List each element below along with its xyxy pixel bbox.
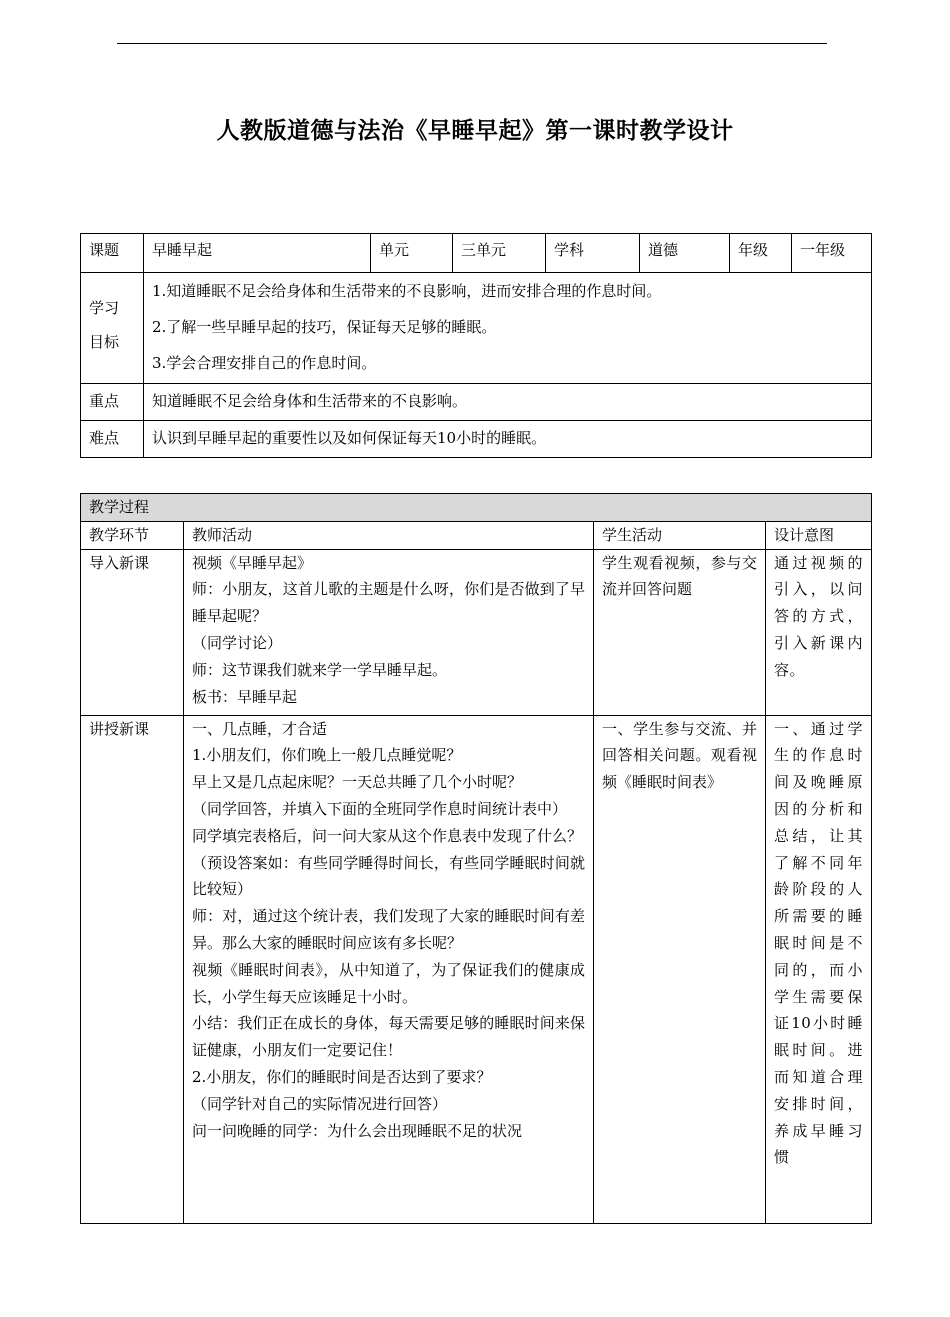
subject-value: 道德 — [640, 234, 730, 273]
teacher-line: 2.小朋友，你们的睡眠时间是否达到了要求？ — [192, 1067, 492, 1086]
teacher-line: （同学回答，并填入下面的全班同学作息时间统计表中） — [192, 799, 568, 818]
design-intent-cell: 一、通过学生的作息时间及晚睡原因的分析和总结，让其了解不同年龄阶段的人所需要的睡眠时间是不同的，而小学生需要保证10小时睡眠时间。进而知道合理安排时间，养成早睡习惯 — [766, 715, 872, 1223]
teacher-line: 问一问晚睡的同学：为什么会出现睡眠不足的状况 — [192, 1121, 523, 1140]
difficulty-value: 认识到早睡早起的重要性以及如何保证每天10小时的睡眠。 — [144, 421, 872, 458]
process-columns-row — [81, 521, 872, 549]
process-header-row — [81, 494, 872, 522]
teacher-line: 一、几点睡，才合适 — [192, 719, 328, 738]
column-header: 教师活动 — [184, 521, 594, 549]
teacher-line: 师：小朋友，这首儿歌的主题是什么呀，你们是否做到了早睡早起呢？ — [192, 580, 585, 626]
difficulty-label: 难点 — [81, 421, 144, 458]
teacher-line: 1.小朋友们，你们晚上一般几点睡觉呢？ — [192, 746, 462, 765]
topic-label: 课题 — [81, 234, 144, 273]
unit-value: 三单元 — [453, 234, 546, 273]
goal-item: 2.了解一些早睡早起的技巧，保证每天足够的睡眠。 — [152, 318, 497, 336]
teacher-line: 视频《睡眠时间表》，从中知道了，为了保证我们的健康成长，小学生每天应该睡足十小时。 — [192, 960, 585, 1006]
goals-label — [81, 273, 144, 384]
goals-label-line2: 目标 — [89, 333, 120, 351]
topic-value: 早睡早起 — [144, 234, 371, 273]
stage-cell: 导入新课 — [81, 549, 184, 715]
student-activity-cell: 学生观看视频，参与交流并回答问题 — [594, 549, 766, 715]
column-header: 教学环节 — [81, 521, 184, 549]
teacher-line: 师：这节课我们就来学一学早睡早起。 — [192, 660, 448, 679]
stage-cell: 讲授新课 — [81, 715, 184, 1223]
column-header: 学生活动 — [594, 521, 766, 549]
key-value: 知道睡眠不足会给身体和生活带来的不良影响。 — [144, 384, 872, 421]
teacher-line: （同学针对自己的实际情况进行回答） — [192, 1094, 448, 1113]
design-intent-cell: 通过视频的引入，以问答的方式，引入新课内容。 — [766, 549, 872, 715]
goals-value — [144, 273, 872, 384]
unit-label: 单元 — [371, 234, 453, 273]
info-row-topic — [81, 234, 872, 273]
column-header: 设计意图 — [766, 521, 872, 549]
teacher-line: 视频《早睡早起》 — [192, 553, 313, 572]
header-rule — [117, 43, 827, 44]
goal-item: 1.知道睡眠不足会给身体和生活带来的不良影响，进而安排合理的作息时间。 — [152, 282, 662, 300]
goal-item: 3.学会合理安排自己的作息时间。 — [152, 354, 377, 372]
process-table — [80, 493, 872, 1224]
teacher-activity-cell — [184, 549, 594, 715]
teacher-line: 早上又是几点起床呢？一天总共睡了几个小时呢？ — [192, 773, 523, 792]
teacher-line: 师：对，通过这个统计表，我们发现了大家的睡眠时间有差异。那么大家的睡眠时间应该有多长呢？ — [192, 907, 585, 952]
grade-value: 一年级 — [792, 234, 872, 273]
teacher-line: 板书：早睡早起 — [192, 687, 298, 706]
table-row — [81, 549, 872, 715]
table-row — [81, 715, 872, 1223]
teacher-line: 小结：我们正在成长的身体，每天需要足够的睡眠时间来保证健康，小朋友们一定要记住！ — [192, 1014, 585, 1060]
info-row-difficulty — [81, 421, 872, 458]
grade-label: 年级 — [730, 234, 792, 273]
teacher-line: （同学讨论） — [192, 633, 283, 652]
teacher-activity-cell — [184, 715, 594, 1223]
teacher-line: 同学填完表格后，问一问大家从这个作息表中发现了什么？ — [192, 826, 583, 845]
key-label: 重点 — [81, 384, 144, 421]
teacher-line: （预设答案如：有些同学睡得时间长，有些同学睡眠时间就比较短） — [192, 853, 585, 899]
subject-label: 学科 — [546, 234, 640, 273]
goals-label-line1: 学习 — [89, 299, 120, 317]
document-title: 人教版道德与法治《早睡早起》第一课时教学设计 — [216, 117, 734, 144]
info-row-key — [81, 384, 872, 421]
student-activity-cell: 一、学生参与交流、并回答相关问题。观看视频《睡眠时间表》 — [594, 715, 766, 1223]
info-row-goals — [81, 273, 872, 384]
info-table — [80, 233, 872, 458]
process-header: 教学过程 — [81, 494, 872, 522]
